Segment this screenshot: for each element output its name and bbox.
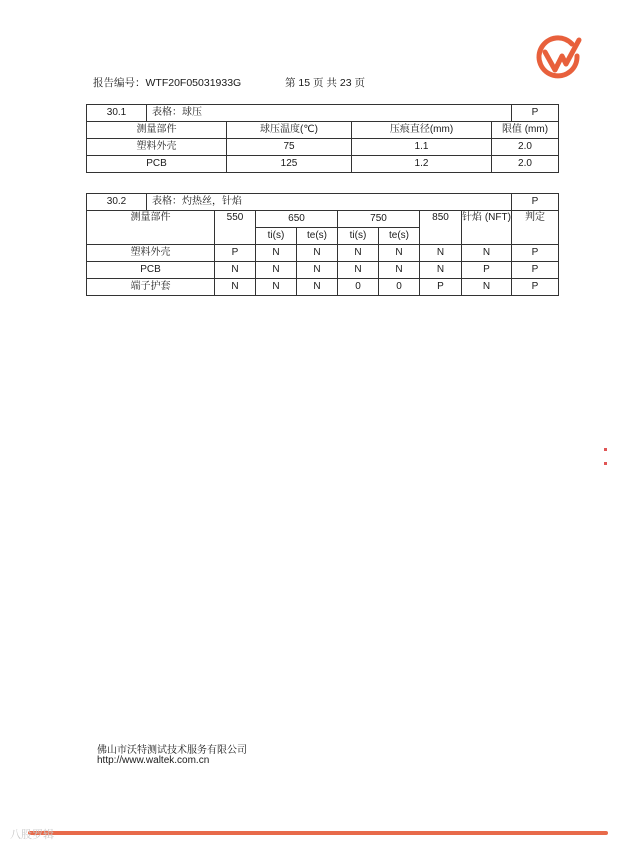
table-row [87, 262, 559, 279]
value-cell: 125 [227, 156, 352, 173]
value-cell: N [420, 262, 462, 279]
verdict-cell: P [512, 194, 559, 211]
part-cell: 塑料外壳 [87, 245, 215, 262]
value-cell: N [420, 245, 462, 262]
value-cell: N [379, 245, 420, 262]
value-cell: N [462, 245, 512, 262]
header-cell: 750 [338, 211, 420, 228]
header-cell: 限值 (mm) [492, 122, 559, 139]
header-cell: 针焰 (NFT) [462, 211, 512, 245]
value-cell: N [338, 262, 379, 279]
part-cell: 塑料外壳 [87, 139, 227, 156]
value-cell: N [338, 245, 379, 262]
red-mark [604, 462, 607, 465]
value-cell: P [512, 279, 559, 296]
value-cell: 0 [338, 279, 379, 296]
header-cell: 球压温度(℃) [227, 122, 352, 139]
part-cell: PCB [87, 156, 227, 173]
header-cell: 650 [256, 211, 338, 228]
header-cell: 850 [420, 211, 462, 245]
clause-number: 30.1 [87, 105, 147, 122]
value-cell: P [462, 262, 512, 279]
value-cell: P [512, 245, 559, 262]
value-cell: N [379, 262, 420, 279]
subheader-cell: te(s) [379, 228, 420, 245]
subheader-cell: ti(s) [338, 228, 379, 245]
header-cell: 压痕直径(mm) [352, 122, 492, 139]
table-row [87, 245, 559, 262]
value-cell: 0 [379, 279, 420, 296]
watermark: 八股罗辑 [10, 829, 54, 841]
value-cell: N [256, 279, 297, 296]
table-row [87, 279, 559, 296]
table-row [87, 156, 559, 173]
header-cell: 判定 [512, 211, 559, 245]
value-cell: P [215, 245, 256, 262]
red-mark [604, 448, 607, 451]
header-cell: 550 [215, 211, 256, 245]
value-cell: 1.1 [352, 139, 492, 156]
page-info: 第 15 页 共 23 页 [285, 77, 365, 89]
table-title: 表格：灼热丝，针焰 [147, 194, 512, 211]
value-cell: N [256, 245, 297, 262]
subheader-cell: te(s) [297, 228, 338, 245]
value-cell: N [297, 279, 338, 296]
value-cell: N [462, 279, 512, 296]
value-cell: 75 [227, 139, 352, 156]
header-cell: 测量部件 [87, 122, 227, 139]
report-number: 报告编号：WTF20F05031933G [93, 77, 242, 89]
header-cell: 测量部件 [87, 211, 215, 245]
value-cell: N [256, 262, 297, 279]
part-cell: PCB [87, 262, 215, 279]
subheader-cell: ti(s) [256, 228, 297, 245]
value-cell: N [297, 245, 338, 262]
value-cell: P [420, 279, 462, 296]
waltek-logo-icon [532, 34, 584, 82]
value-cell: 1.2 [352, 156, 492, 173]
verdict-cell: P [512, 105, 559, 122]
value-cell: N [297, 262, 338, 279]
glow-wire-needle-flame-table [86, 193, 559, 296]
value-cell: 2.0 [492, 139, 559, 156]
company-url[interactable]: http://www.waltek.com.cn [97, 755, 210, 766]
value-cell: N [215, 279, 256, 296]
clause-number: 30.2 [87, 194, 147, 211]
part-cell: 端子护套 [87, 279, 215, 296]
table-row [87, 139, 559, 156]
value-cell: 2.0 [492, 156, 559, 173]
table-title: 表格：球压 [147, 105, 512, 122]
value-cell: P [512, 262, 559, 279]
ball-pressure-table [86, 104, 559, 173]
value-cell: N [215, 262, 256, 279]
bottom-rule [28, 831, 608, 835]
company-name: 佛山市沃特测试技术服务有限公司 [97, 745, 247, 756]
